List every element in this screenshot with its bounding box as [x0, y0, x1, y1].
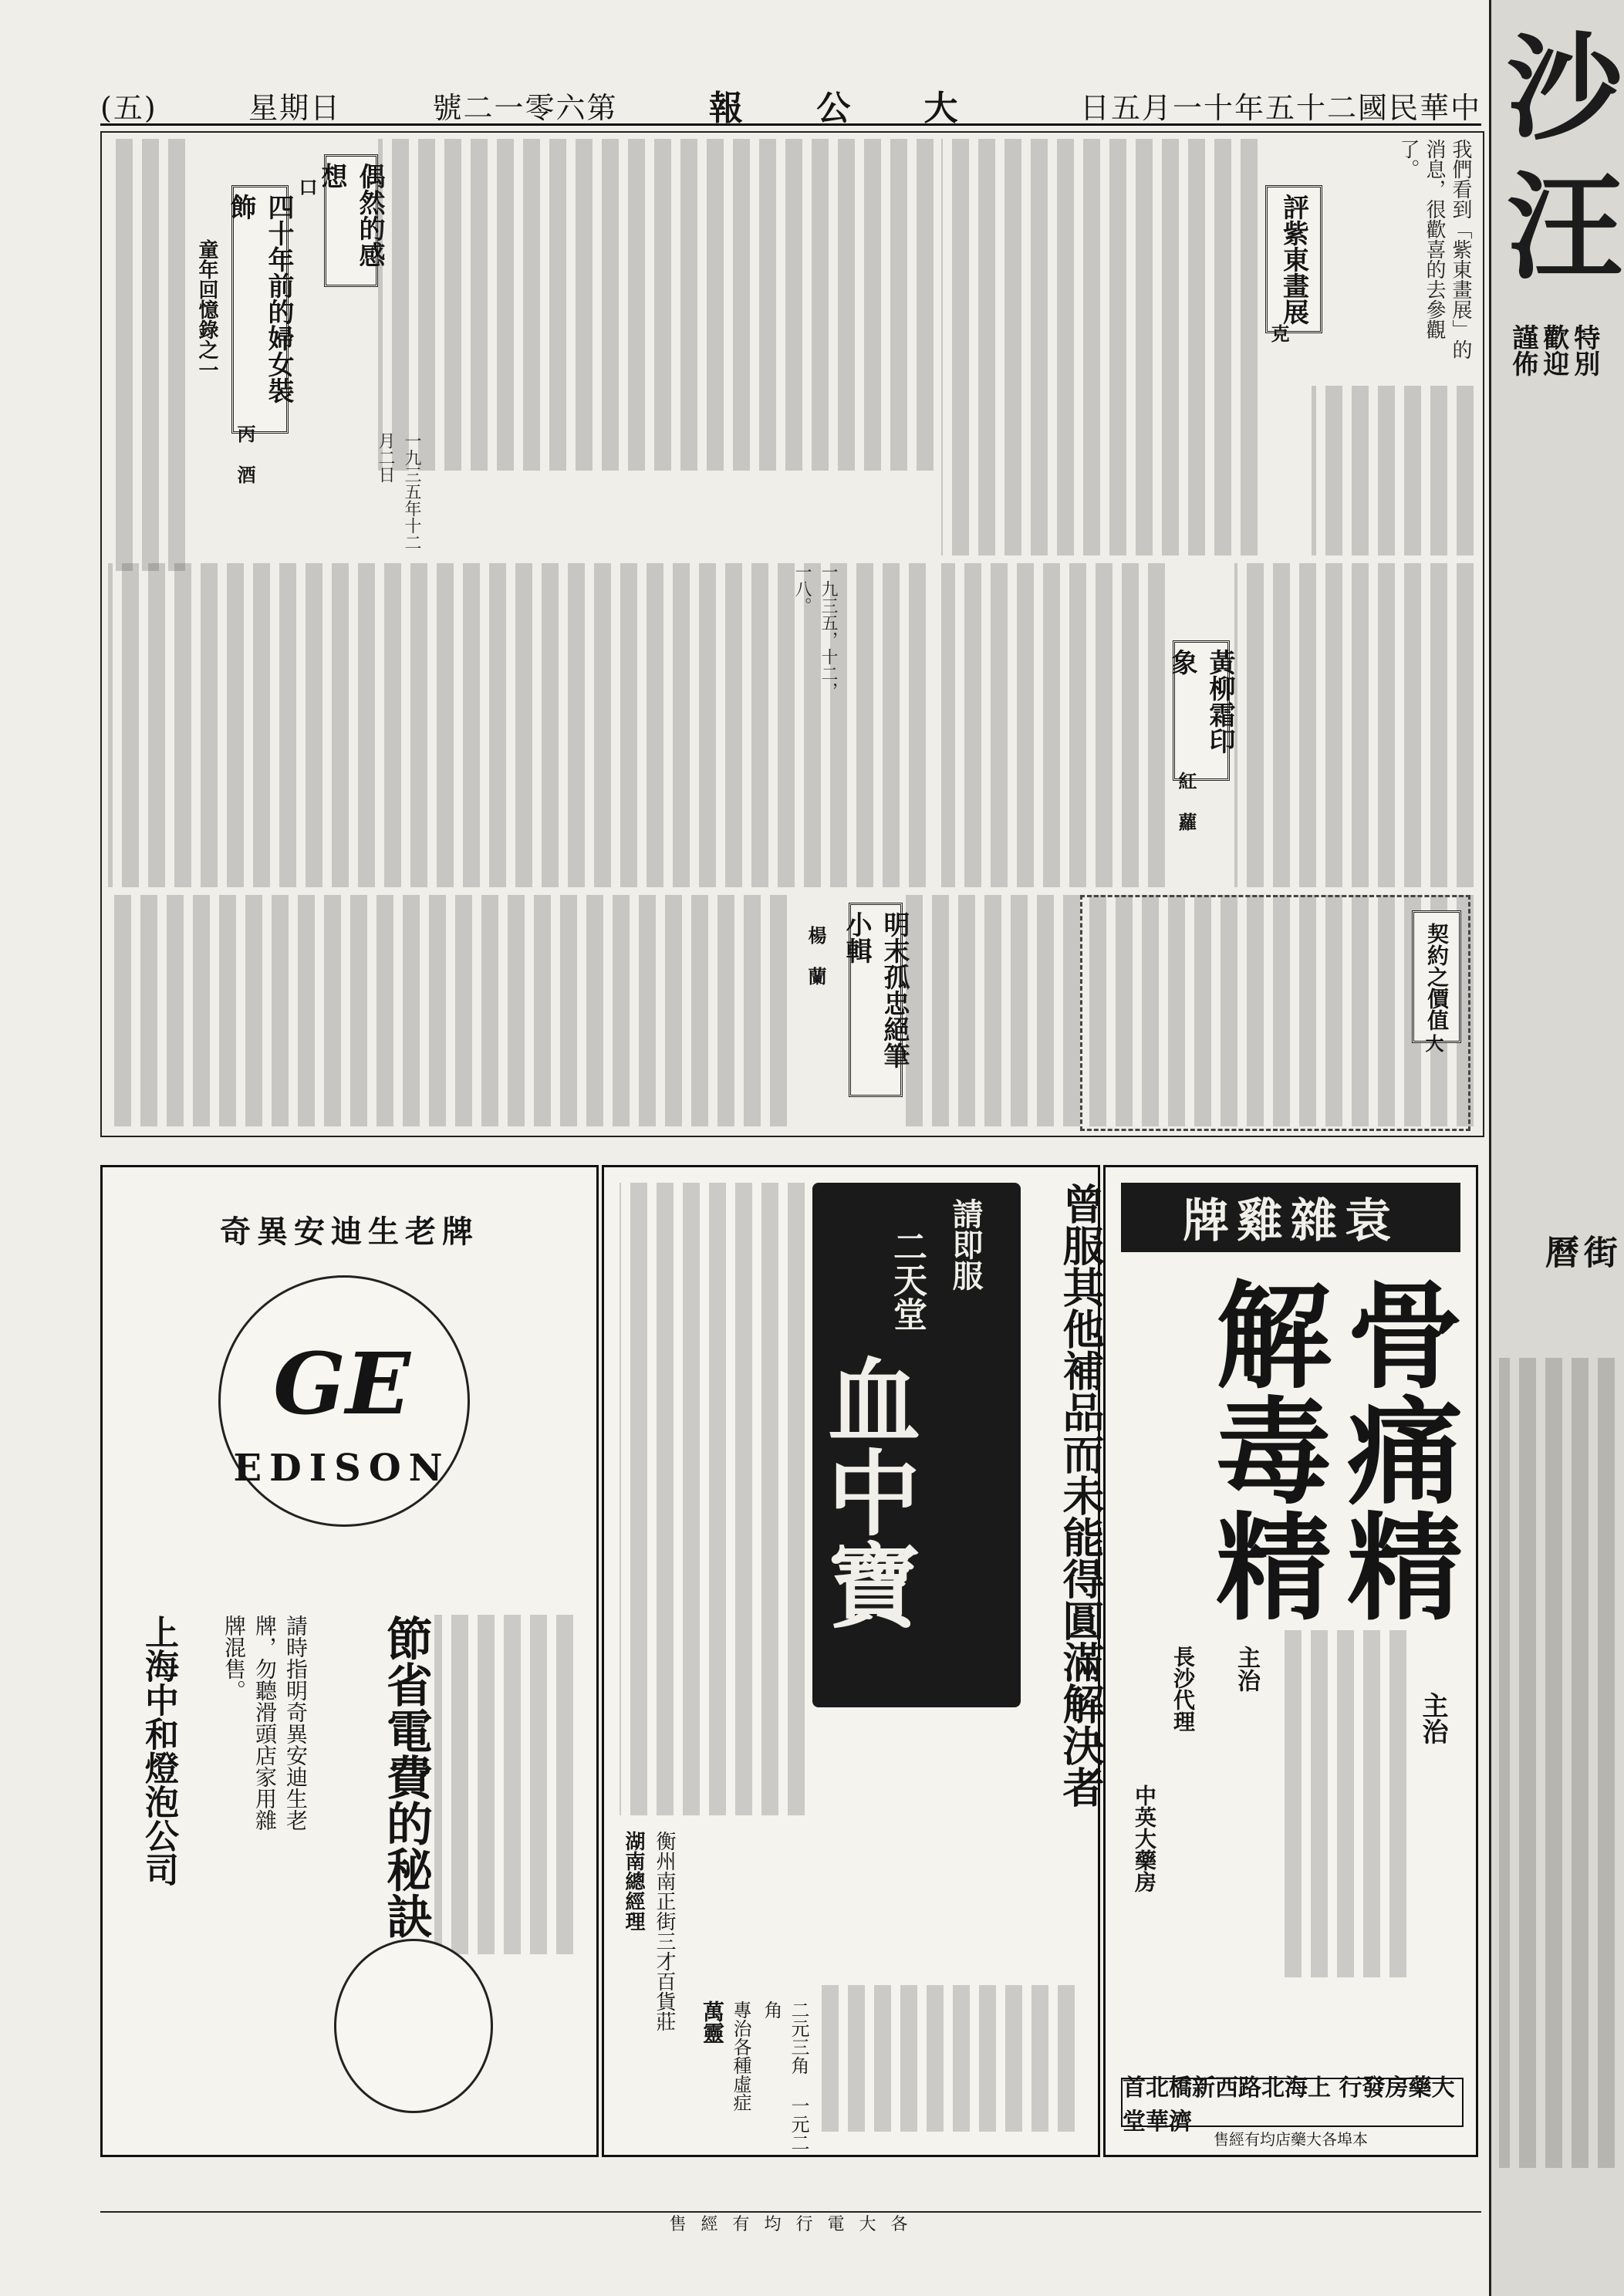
- ad-edison: [100, 1165, 599, 2157]
- issue-number: 號二一零六第: [432, 90, 618, 125]
- tonic-agent-label: 長沙代理: [1170, 1646, 1196, 1732]
- blood-pricing-box: [820, 1985, 1075, 2132]
- blood-please-take: 請即服: [947, 1198, 984, 1291]
- art-review-title: 評紫東畫展: [1265, 185, 1322, 333]
- strip-headline-a: 沙: [1507, 21, 1623, 157]
- fashion-title: 四十年前的婦女裝飾: [231, 185, 289, 434]
- ming-title: 明末孤忠絕筆小輯: [849, 903, 903, 1097]
- strip-text-column: [1499, 1358, 1615, 2168]
- art-review-body: [941, 139, 1258, 555]
- blood-body: [620, 1183, 805, 1815]
- edison-logo-word: EDISON: [233, 1447, 451, 1490]
- blood-pricing: 二元三角 一元二角: [761, 2001, 809, 2152]
- strip-headline-b: 汪: [1507, 160, 1623, 295]
- edison-logo: GE: [273, 1333, 410, 1433]
- edison-title: 節省電費的秘訣: [379, 1615, 433, 1939]
- edison-copy: [434, 1615, 573, 1954]
- strip-street: 街: [1577, 1234, 1617, 1268]
- blood-price-sub: 萬靈: [700, 2001, 725, 2044]
- tonic-indications: [1275, 1630, 1406, 1977]
- blood-headline: 曾服其他補品而未能得圓滿解決者: [1056, 1183, 1106, 1808]
- edison-body: 請時指明奇異安迪生老牌，勿聽滑頭店家用雜牌混售。: [221, 1615, 309, 1831]
- blood-agent: 衡州南正街三才百貨莊: [653, 1831, 676, 2031]
- edison-brand-arc: 奇異安迪生老牌: [220, 1213, 479, 1250]
- ming-body-left: [108, 895, 787, 1126]
- strip-notice-2: 歡迎: [1538, 324, 1569, 376]
- fashion-author: 丙 酒: [234, 424, 256, 484]
- contract-title: 契約之價值: [1412, 910, 1461, 1043]
- ad-blood-treasure: [602, 1165, 1106, 2157]
- publication-date: 日五月一十年五十二國民華中: [1079, 90, 1481, 125]
- tonic-brand-banner: 牌雞雜袁: [1121, 1183, 1460, 1252]
- ad-tonic: [1103, 1165, 1478, 2157]
- art-review-lede: 我們看到「紫東畫展」的消息，很歡喜的去參觀了。: [1396, 139, 1472, 360]
- xianhua-title: 偶然的感想: [324, 154, 378, 287]
- bulb-icon: [334, 1939, 493, 2113]
- tonic-big-text-2: 解毒精: [1196, 1275, 1332, 1622]
- adjacent-page-strip: [1489, 0, 1624, 2296]
- fashion-subtitle: 童年回憶錄之一: [195, 239, 218, 380]
- ming-author: 楊 蘭: [805, 926, 827, 985]
- date-note-2: 一九三五，十二，一八。: [792, 563, 838, 699]
- contract-author: 大: [1422, 1034, 1444, 1052]
- blood-price-note: 專治各種虛症: [730, 2001, 751, 2112]
- strip-notice-1: 特別: [1568, 324, 1600, 376]
- page-number: (五): [100, 90, 157, 125]
- tonic-main-label: 主治: [1417, 1692, 1448, 1744]
- tonic-agent-store: 中英大藥房: [1132, 1784, 1157, 1893]
- weekday: 星期日: [248, 90, 342, 125]
- art-review-body-right: [1312, 386, 1474, 555]
- tonic-main-label-2: 主治: [1233, 1646, 1260, 1692]
- huang-body-left: [941, 563, 1165, 887]
- xianhua-body: [378, 139, 934, 471]
- tonic-bottom-sub: 售經有均店藥大各埠本: [1214, 2130, 1368, 2149]
- masthead: [100, 86, 1481, 126]
- huang-title: 黃柳霜印象: [1173, 640, 1230, 781]
- date-note-1: 一九三五年十二月二日: [376, 432, 421, 551]
- edison-company: 上海中和燈泡公司: [139, 1615, 178, 1886]
- blood-agent-label: 湖南總經理: [622, 1831, 645, 1931]
- blood-product: 血中寶: [812, 1352, 921, 1630]
- xianhua-author: 口: [295, 177, 318, 196]
- blood-brand: 二天堂: [887, 1229, 927, 1331]
- strip-notice-3: 謹佈: [1507, 324, 1538, 376]
- art-review-author: 克: [1268, 324, 1290, 343]
- paper-name: 報 公 大: [708, 89, 989, 128]
- footer-line: 售 經 有 均 行 電 大 各: [100, 2211, 1481, 2233]
- tonic-big-text-1: 骨痛精: [1327, 1275, 1463, 1622]
- tonic-bottom: 首北橋新西路北海上 行發房藥大堂華濟: [1121, 2078, 1464, 2127]
- huang-author: 紅 蘿: [1175, 772, 1197, 831]
- fashion-body-left: [108, 139, 185, 571]
- strip-street-2: 曆: [1538, 1234, 1578, 1268]
- huang-body-right: [1234, 563, 1474, 887]
